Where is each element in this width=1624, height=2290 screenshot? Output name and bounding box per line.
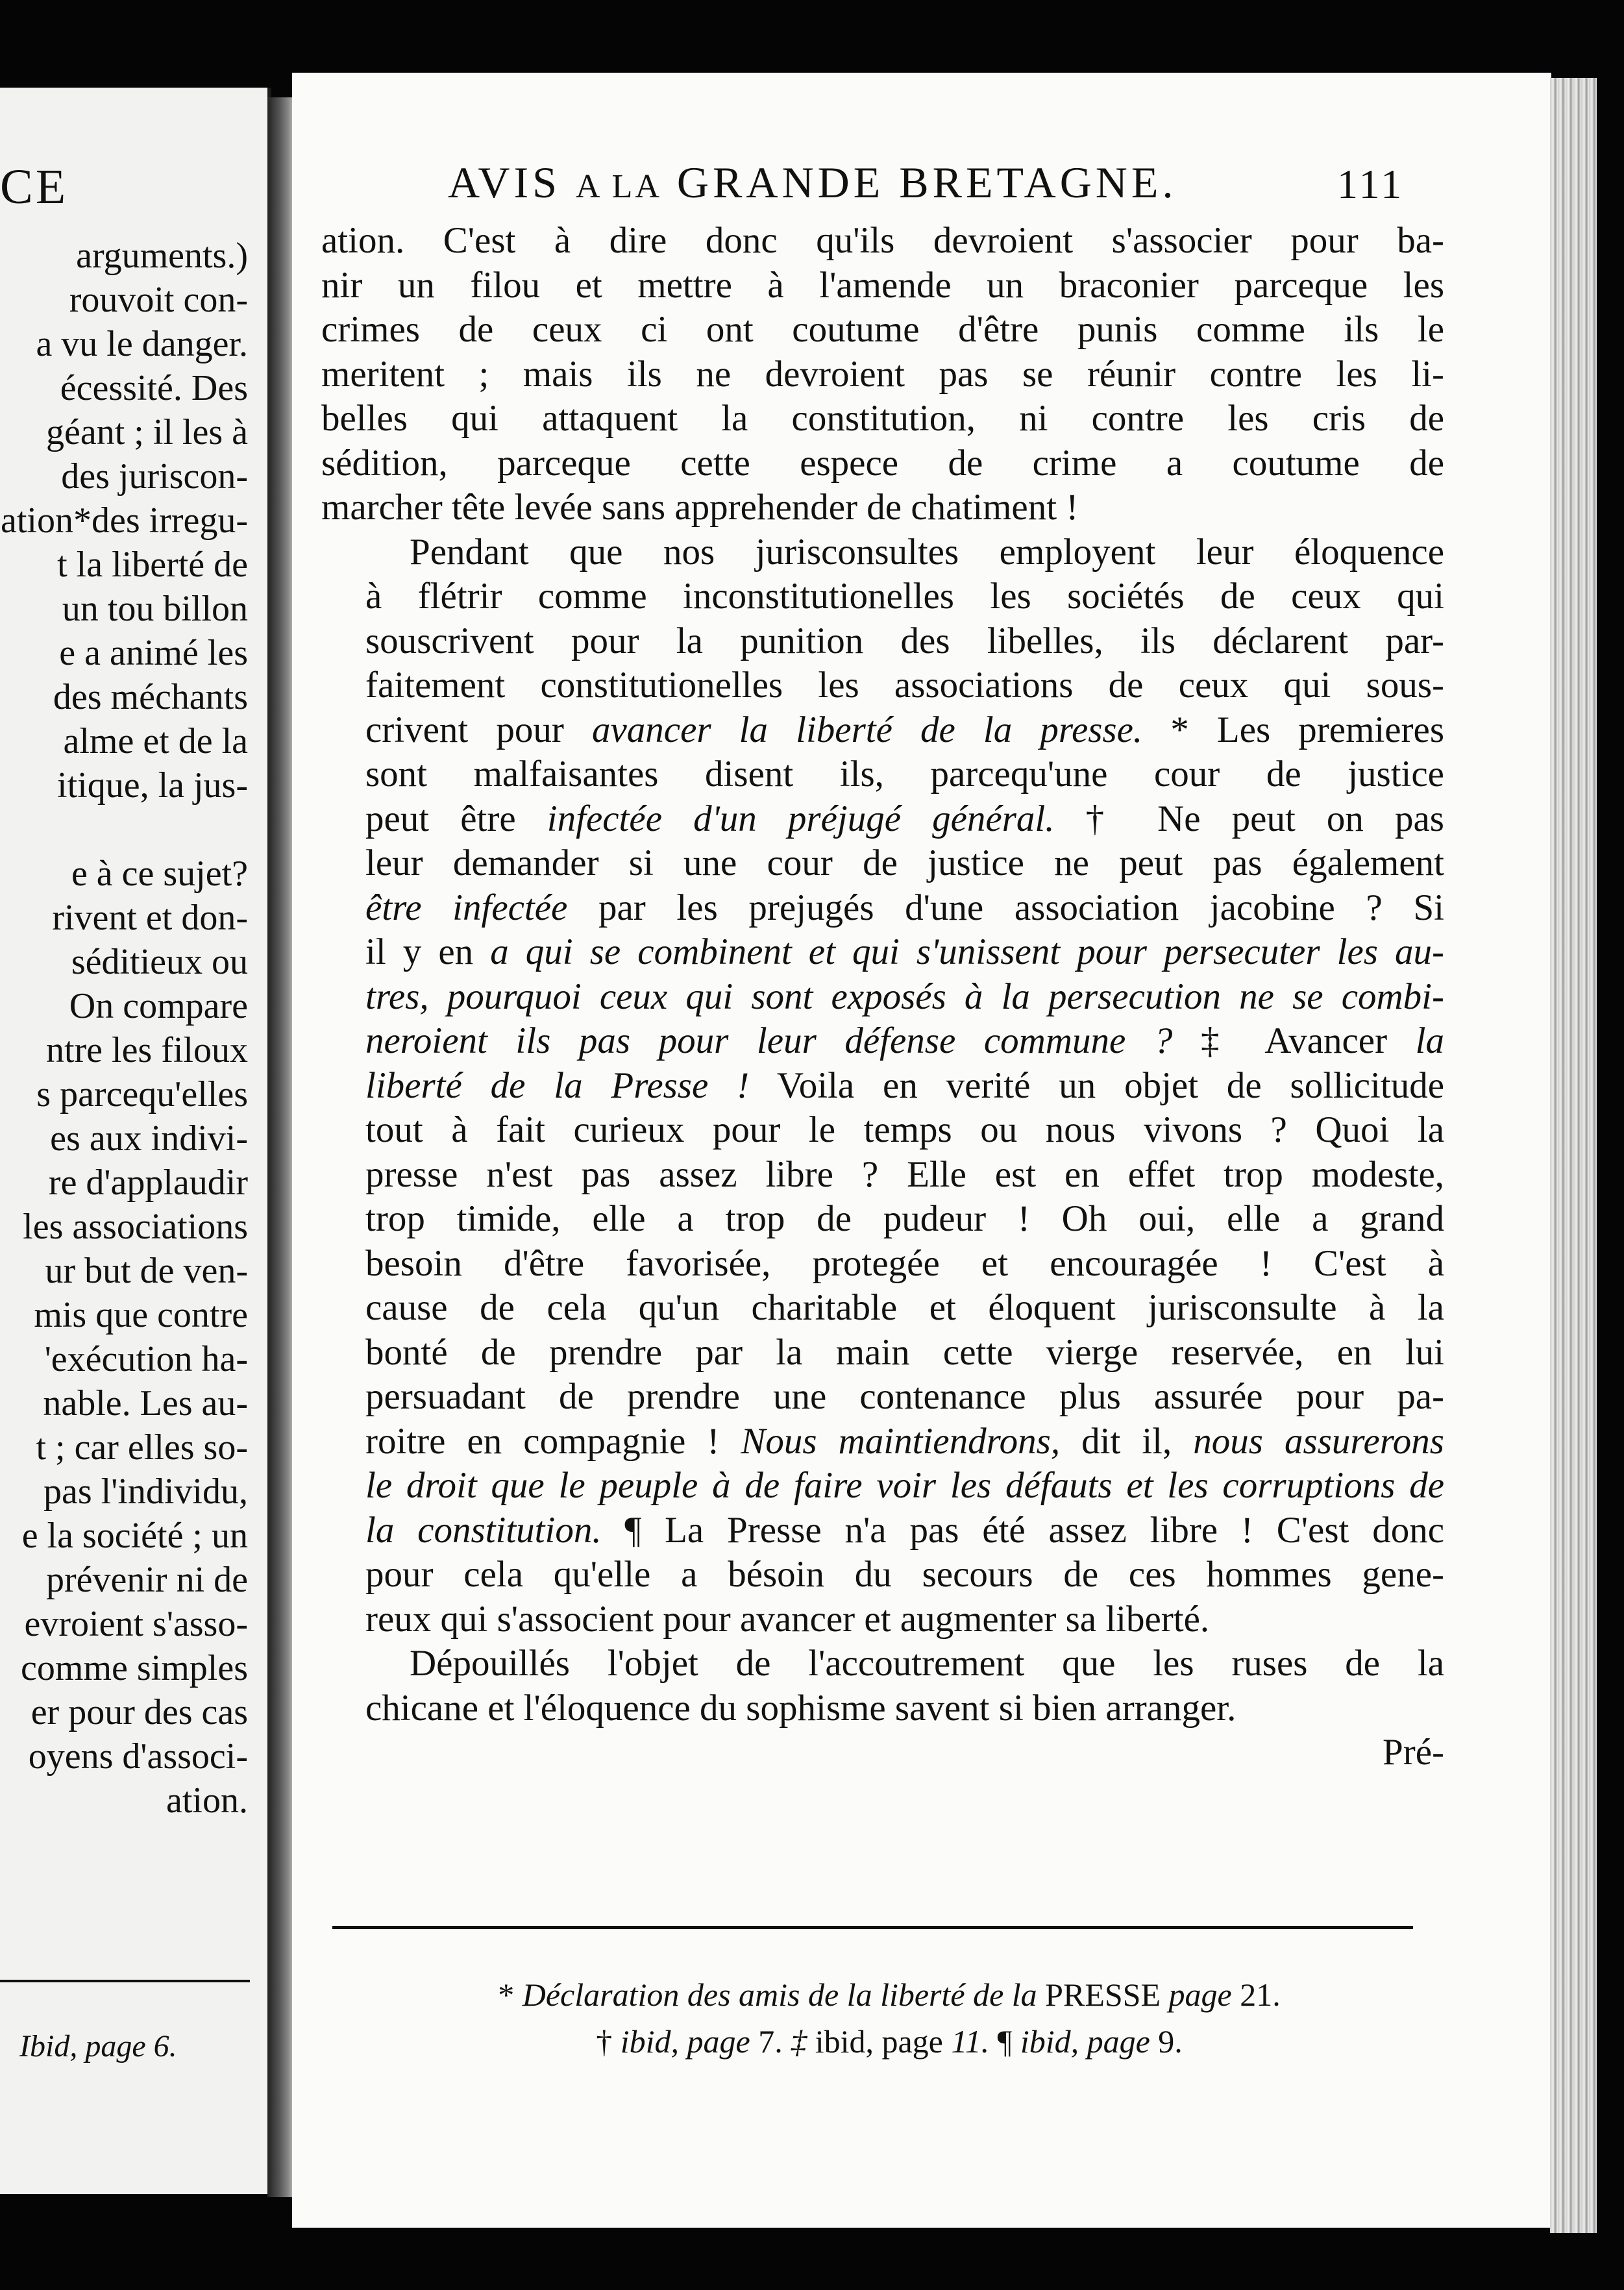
left-page-line: a vu le danger.: [36, 324, 248, 364]
text-line: marcher tête levée sans apprehender de chatiment !: [321, 487, 1079, 528]
text-line: Pendant que nos jurisconsultes employent leur éloquence: [410, 531, 1444, 572]
left-page-line: les associations: [23, 1207, 248, 1247]
left-page-line: t ; car elles so-: [36, 1427, 248, 1468]
left-page-line: alme et de la: [63, 721, 248, 761]
left-page-text: [0, 234, 248, 1823]
text-line: chicane et l'éloquence du sophisme savent si bien arranger.: [365, 1687, 1236, 1729]
text-line: tres, pourquoi ceux qui sont exposés à la persecution ne se combi-: [365, 976, 1444, 1017]
left-page-line: itique, la jus-: [57, 765, 248, 806]
header-title-a: AVIS: [448, 158, 561, 207]
left-page-line: ation*des irregu-: [1, 500, 248, 541]
text-line: la constitution. ¶ La Presse n'a pas été assez libre ! C'est donc: [365, 1509, 1444, 1551]
footnote-line: † ibid, page 7. ‡ ibid, page 11. ¶ ibid, page 9.: [596, 2023, 1183, 2060]
paragraph-p1: [321, 219, 1444, 530]
text-line: souscrivent pour la punition des libelles, ils déclarent par-: [365, 620, 1444, 661]
left-page-line: écessité. Des: [60, 368, 248, 408]
text-line: crivent pour avancer la liberté de la presse. * Les premieres: [365, 709, 1445, 750]
text-line: reux qui s'associent pour avancer et augmenter sa liberté.: [365, 1598, 1210, 1640]
header-title-b: A LA: [575, 168, 662, 205]
left-page-line: des juriscon-: [61, 456, 248, 497]
text-line: liberté de la Presse ! Voila en verité un objet de sollicitude: [365, 1065, 1445, 1106]
left-page-line: des méchants: [53, 677, 248, 717]
left-page-line: 'exécution ha-: [44, 1339, 248, 1379]
text-line: nir un filou et mettre à l'amende un braconier parceque les: [321, 264, 1444, 306]
footnote-rule: [332, 1926, 1413, 1929]
page-edges: [1550, 78, 1597, 2233]
left-page-line: un tou billon: [62, 589, 248, 629]
left-footnote-rule: [0, 1980, 250, 1982]
text-line: être infectée par les prejugés d'une association jacobine ? Si: [365, 887, 1444, 928]
left-page-line: ur but de ven-: [45, 1251, 248, 1291]
text-line: presse n'est pas assez libre ? Elle est en effet trop modeste,: [365, 1153, 1444, 1195]
left-page-fragment: [0, 88, 271, 2194]
left-page-line: comme simples: [21, 1648, 248, 1688]
left-page-line: On compare: [69, 986, 248, 1026]
page-number: 111: [1337, 161, 1405, 207]
text-line: pour cela qu'elle a bésoin du secours de ces hommes gene-: [365, 1554, 1444, 1595]
header-title-c: GRANDE BRETAGNE.: [676, 158, 1177, 207]
text-line: cause de cela qu'un charitable et éloquent jurisconsulte à la: [365, 1287, 1444, 1328]
text-line: peut être infectée d'un préjugé général. † Ne peut on pas: [365, 798, 1444, 839]
text-line: sont malfaisantes disent ils, parcequ'une cour de justice: [365, 754, 1444, 794]
text-line: crimes de ceux ci ont coutume d'être punis comme ils le: [321, 309, 1444, 350]
text-line: leur demander si une cour de justice ne peut pas également: [365, 843, 1444, 883]
text-line: besoin d'être favorisée, protegée et encouragée ! C'est à: [365, 1242, 1444, 1284]
body-text: [321, 219, 1444, 1775]
left-page-header: CE: [0, 160, 69, 214]
text-line: ation. C'est à dire donc qu'ils devroient s'associer pour ba-: [321, 220, 1444, 261]
left-page-line: t la liberté de: [57, 545, 248, 585]
footnote-line: * Déclaration des amis de la liberté de la PRESSE page 21.: [498, 1976, 1281, 2013]
paragraph-p2: [321, 530, 1444, 1642]
left-page-line: oyens d'associ-: [28, 1736, 248, 1777]
left-page-line: arguments.): [76, 236, 248, 276]
left-page-line: mis que contre: [34, 1295, 248, 1335]
footnotes: [357, 1971, 1421, 2065]
text-line: roitre en compagnie ! Nous maintiendrons, dit il, nous assurerons: [365, 1420, 1444, 1462]
text-line: trop timide, elle a trop de pudeur ! Oh oui, elle a grand: [365, 1198, 1444, 1239]
left-page-line: rouvoit con-: [69, 280, 248, 320]
left-page-line: ation.: [166, 1780, 248, 1821]
left-page-line: er pour des cas: [31, 1692, 248, 1732]
left-page-line: pas l'individu,: [43, 1471, 248, 1512]
left-page-line: e a animé les: [59, 633, 248, 673]
left-page-line: es aux indivi-: [50, 1118, 248, 1159]
text-line: tout à fait curieux pour le temps ou nous vivons ? Quoi la: [365, 1109, 1444, 1150]
left-page-line: s parcequ'elles: [36, 1074, 248, 1114]
left-page-line: e la société ; un: [21, 1516, 248, 1556]
left-page-line: evroient s'asso-: [24, 1604, 248, 1644]
text-line: à flétrir comme inconstitutionelles les sociétés de ceux qui: [365, 576, 1444, 617]
catchword: Pré-: [1383, 1732, 1444, 1773]
left-footnote: Ibid, page 6.: [19, 2029, 177, 2063]
text-line: persuadant de prendre une contenance plus assurée pour pa-: [365, 1376, 1444, 1417]
text-line: il y en a qui se combinent et qui s'unissent pour persecuter les au-: [365, 931, 1444, 972]
text-line: belles qui attaquent la constitution, ni contre les cris de: [321, 398, 1444, 439]
text-line: bonté de prendre par la main cette vierge reservée, en lui: [365, 1331, 1444, 1373]
text-line: Dépouillés l'objet de l'accoutrement que les ruses de la: [410, 1643, 1444, 1684]
left-page-line: e à ce sujet?: [71, 854, 248, 894]
left-page-line: re d'applaudir: [48, 1163, 248, 1203]
left-page-line: nable. Les au-: [43, 1383, 248, 1423]
left-page-line: prévenir ni de: [46, 1560, 248, 1600]
text-line: neroient ils pas pour leur défense commune ? ‡ Avancer la: [365, 1020, 1445, 1061]
left-page-line: ntre les filoux: [45, 1030, 248, 1070]
paragraph-p3: [321, 1642, 1444, 1730]
left-page-line: [0, 807, 248, 852]
text-line: le droit que le peuple à de faire voir les défauts et les corruptions de: [365, 1465, 1444, 1506]
main-page: [292, 73, 1551, 2228]
text-line: faitement constitutionelles les associations de ceux qui sous-: [365, 665, 1444, 706]
text-line: sédition, parceque cette espece de crime a coutume de: [321, 442, 1444, 484]
left-page-line: géant ; il les à: [45, 412, 248, 452]
left-page-line: séditieux ou: [71, 942, 248, 982]
left-page-line: rivent et don-: [52, 898, 248, 938]
text-line: meritent ; mais ils ne devroient pas se réunir contre les li-: [321, 353, 1444, 395]
